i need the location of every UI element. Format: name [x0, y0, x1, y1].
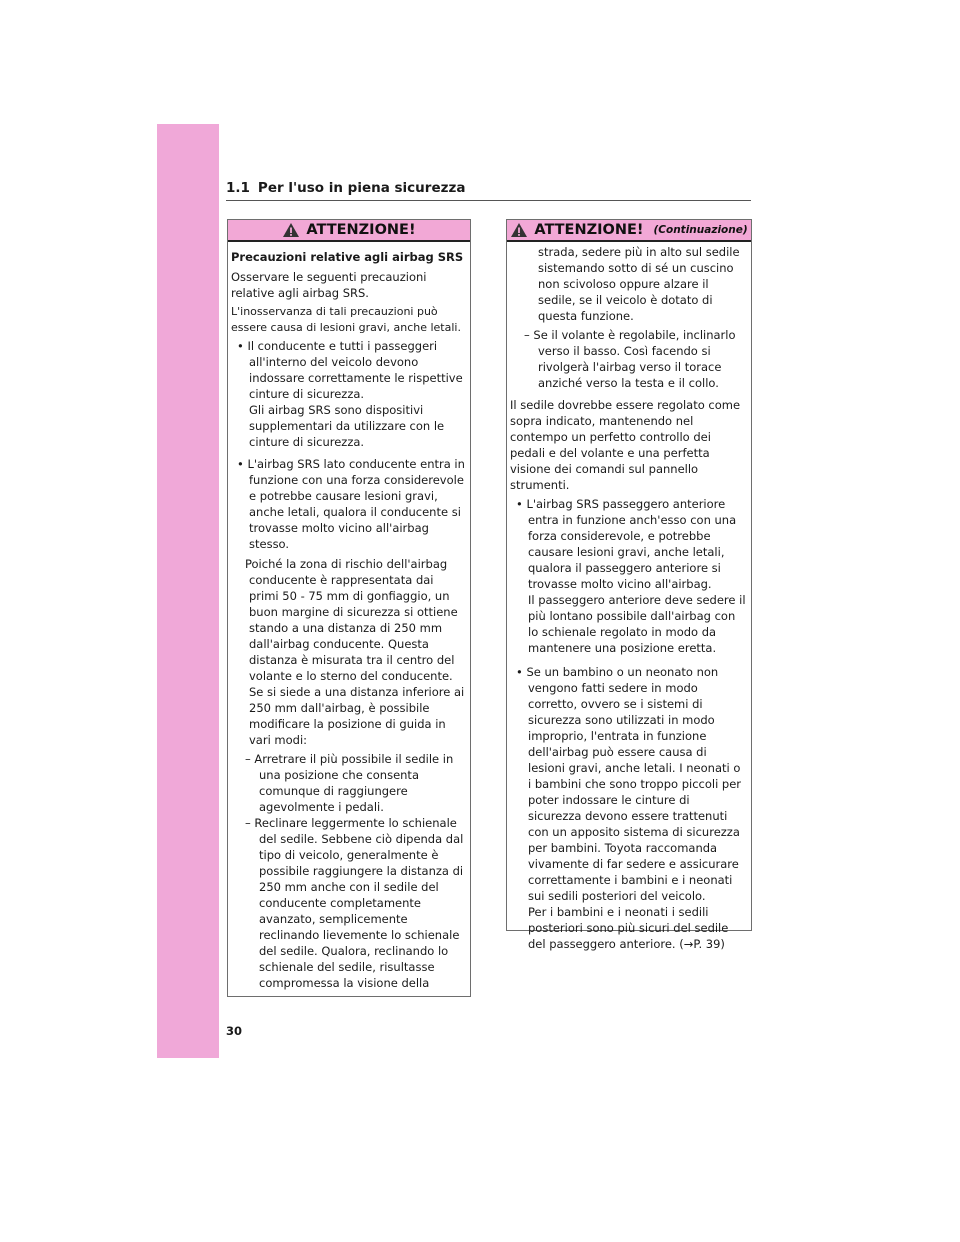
- warning-title: Precauzioni relative agli airbag SRS: [231, 250, 464, 264]
- warning-body: [507, 242, 751, 952]
- warning-body: [228, 242, 470, 991]
- chapter-side-tab: [157, 124, 219, 1058]
- warning-note: L'inosservanza di tali precauzioni può essere causa di lesioni gravi, anche letali.: [231, 305, 461, 334]
- bullet-item: • L'airbag SRS passeggero anteriore entra in funzione anch'esso con una forza considerevole, e potrebbe causare lesioni gravi, anche letali, qualora il passeggero anteriore si trovasse molto vicino all'airbag.: [516, 497, 737, 591]
- bullet-continuation: Gli airbag SRS sono dispositivi supplementari da utilizzare con le cinture di sicurezza.: [249, 403, 445, 449]
- warning-header: [228, 220, 470, 242]
- section-title: Per l'uso in piena sicurezza: [257, 180, 466, 196]
- summary-paragraph: Il sedile dovrebbe essere regolato come sopra indicato, mantenendo nel contempo un perfetto controllo dei pedali e del volante e una perfetta visione dei comandi sul pannello strumenti.: [510, 398, 741, 492]
- warning-box-left: [227, 219, 471, 997]
- warning-triangle-icon: [282, 222, 300, 238]
- bullet-continuation: Per i bambini e i neonati i sedili posteriori sono più sicuri del sedile del passeggero anteriore. (→P. 39): [528, 905, 729, 951]
- dash-item: – Arretrare il più possibile il sedile in una posizione che consenta comunque di raggiungere agevolmente i pedali.: [245, 752, 454, 814]
- warning-triangle-icon: [510, 222, 528, 238]
- warning-label: ATTENZIONE!: [534, 222, 644, 238]
- dash-item: – Reclinare leggermente lo schienale del sedile. Sebbene ciò dipenda dal tipo di veicolo, generalmente è possibile raggiungere la distanza di 250 mm anche con il sedile del conducente completamente avanzato, semplicemente reclinando lievemente lo schienale del sedile. Qualora, reclinando lo schienale del sedile, risultasse compromessa la visione della: [245, 816, 464, 990]
- warning-label: ATTENZIONE!: [306, 222, 416, 238]
- dash-continuation: strada, sedere più in alto sul sedile sistemando sotto di sé un cuscino non scivoloso oppure alzare il sedile, se il veicolo è dotato di questa funzione.: [538, 245, 740, 323]
- bullet-paragraph: Poiché la zona di rischio dell'airbag conducente è rappresentata dai primi 50 - 75 mm di gonfiaggio, un buon margine di sicurezza si ottiene stando a una distanza di 250 mm dall'airbag conducente. Questa distanza è misurata tra il centro del volante e lo sterno del conducente. Se si siede a una distanza inferiore ai 250 mm dall'airbag, è possibile modificare la posizione di guida in vari modi:: [245, 557, 465, 747]
- bullet-continuation: Il passeggero anteriore deve sedere il più lontano possibile dall'airbag con lo schienale regolato in modo da mantenere una posizione eretta.: [528, 593, 746, 655]
- bullet-item: • L'airbag SRS lato conducente entra in funzione con una forza considerevole e potrebbe causare lesioni gravi, anche letali, qualora il conducente si trovasse molto vicino all'airbag stesso.: [237, 457, 465, 551]
- warning-box-right: [506, 219, 752, 951]
- continuation-label: (Continuazione): [653, 224, 748, 236]
- dash-item: – Se il volante è regolabile, inclinarlo verso il basso. Così facendo si rivolgerà l'airbag verso il torace anziché verso la testa e il collo.: [524, 328, 736, 390]
- warning-intro: Osservare le seguenti precauzioni relative agli airbag SRS.: [231, 270, 427, 300]
- warning-header: [507, 220, 751, 242]
- section-header: [226, 180, 751, 201]
- page-number: 30: [226, 1024, 243, 1038]
- bullet-item: • Il conducente e tutti i passeggeri all'interno del veicolo devono indossare correttamente le rispettive cinture di sicurezza.: [237, 339, 463, 401]
- section-number: 1.1: [226, 180, 250, 196]
- bullet-item: • Se un bambino o un neonato non vengono fatti sedere in modo corretto, ovvero se i sistemi di sicurezza sono utilizzati in modo improprio, l'entrata in funzione dell'airbag può essere causa di lesioni gravi, anche letali. I neonati o i bambini che sono troppo piccoli per poter indossare le cinture di sicurezza devono essere trattenuti con un apposito sistema di sicurezza per bambini. Toyota raccomanda vivamente di far sedere e assicurare correttamente i bambini e i neonati sui sedili posteriori del veicolo.: [516, 665, 742, 903]
